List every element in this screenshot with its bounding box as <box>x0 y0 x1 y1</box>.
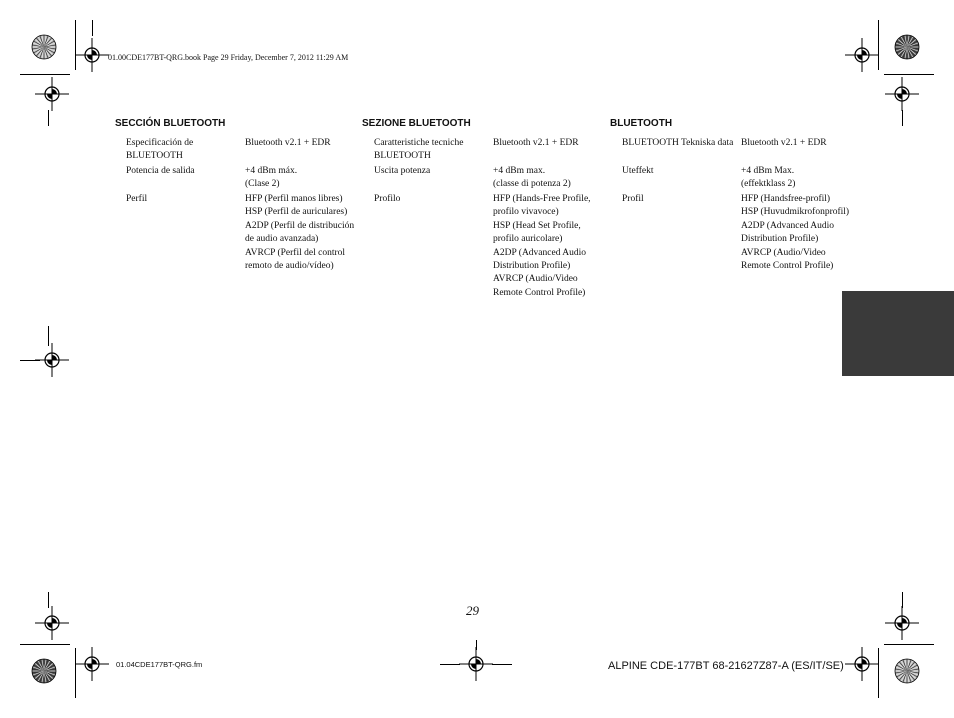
product-code: ALPINE CDE-177BT 68-21627Z87-A (ES/IT/SE) <box>608 660 844 672</box>
section-heading: BLUETOOTH <box>610 118 673 129</box>
file-slug-bottom: 01.04CDE177BT-QRG.fm <box>116 660 203 669</box>
crop-line <box>20 360 40 361</box>
crop-line <box>878 20 879 70</box>
spec-value-line: Bluetooth v2.1 + EDR <box>741 138 827 148</box>
side-tab <box>842 291 954 376</box>
color-target-icon <box>893 657 921 685</box>
spec-value-line: HSP (Huvudmikrofonprofil) <box>741 207 850 218</box>
spec-value-line: (Clase 2) <box>245 179 280 190</box>
spec-value-line: Bluetooth v2.1 + EDR <box>245 138 331 148</box>
registration-mark-icon <box>35 606 69 640</box>
crop-line <box>902 592 903 608</box>
spec-label: Perfil <box>126 194 148 204</box>
registration-mark-icon <box>35 77 69 111</box>
spec-label: BLUETOOTH Tekniska data <box>622 138 734 148</box>
crop-line <box>902 110 903 126</box>
crop-line <box>476 640 477 650</box>
registration-mark-icon <box>845 647 879 681</box>
crop-line <box>48 110 49 126</box>
crop-line <box>440 664 460 665</box>
spec-value-line: HFP (Perfil manos libres) <box>245 194 343 204</box>
spec-label: Especificación de BLUETOOTH <box>126 138 194 162</box>
crop-line <box>20 644 70 645</box>
spec-value-line: Bluetooth v2.1 + EDR <box>493 138 579 148</box>
file-slug-top: 01.00CDE177BT-QRG.book Page 29 Friday, December 7, 2012 11:29 AM <box>108 53 349 62</box>
registration-mark-icon <box>845 38 879 72</box>
spec-value <box>245 165 357 192</box>
spec-value <box>245 137 357 150</box>
crop-line <box>20 74 70 75</box>
crop-line <box>878 648 879 698</box>
spec-value-line: (classe di potenza 2) <box>493 179 571 190</box>
crop-line <box>75 20 76 70</box>
spec-value-line: A2DP (Advanced Audio Distribution Profile) <box>493 247 587 272</box>
spec-value-line: AVRCP (Audio/Video Remote Control Profile) <box>493 274 586 298</box>
crop-line <box>884 74 934 75</box>
registration-mark-icon <box>35 343 69 377</box>
color-target-icon <box>30 657 58 685</box>
spec-value-line: A2DP (Perfil de distribución de audio avanzada) <box>245 220 355 245</box>
spec-value-line: AVRCP (Perfil del control remoto de audio/vídeo) <box>245 247 346 272</box>
spec-value <box>493 137 605 150</box>
spec-value-line: +4 dBm max. <box>493 166 546 176</box>
spec-label: Caratteristiche tecniche BLUETOOTH <box>374 138 464 162</box>
color-target-icon <box>30 33 58 61</box>
spec-label: Potencia de salida <box>126 166 195 176</box>
registration-mark-icon <box>459 647 493 681</box>
registration-mark-icon <box>75 38 109 72</box>
registration-mark-icon <box>885 606 919 640</box>
crop-line <box>884 644 934 645</box>
spec-value-line: +4 dBm Max. <box>741 166 795 176</box>
crop-line <box>92 20 93 36</box>
spec-value-line: +4 dBm máx. <box>245 166 298 176</box>
spec-label: Uteffekt <box>622 166 654 176</box>
crop-line <box>75 648 76 698</box>
color-target-icon <box>893 33 921 61</box>
section-heading: SECCIÓN BLUETOOTH <box>115 118 226 129</box>
spec-value <box>741 193 853 273</box>
spec-value-line: AVRCP (Audio/Video Remote Control Profile) <box>741 247 834 272</box>
spec-value <box>245 193 357 273</box>
spec-value <box>493 165 605 192</box>
spec-label: Profilo <box>374 194 401 204</box>
registration-mark-icon <box>885 77 919 111</box>
spec-value-line: HFP (Handsfree-profil) <box>741 194 831 204</box>
registration-mark-icon <box>75 647 109 681</box>
page-number: 29 <box>466 603 479 618</box>
spec-value-line: HSP (Head Set Profile, profilo auricolare) <box>493 220 581 245</box>
crop-line <box>48 592 49 608</box>
spec-value <box>493 193 605 300</box>
spec-value-line: A2DP (Advanced Audio Distribution Profile) <box>741 220 835 245</box>
spec-value-line: HSP (Perfil de auriculares) <box>245 207 348 218</box>
spec-label: Uscita potenza <box>374 166 431 176</box>
spec-value-line: (effektklass 2) <box>741 179 796 190</box>
section-heading: SEZIONE BLUETOOTH <box>362 118 471 129</box>
spec-value <box>741 137 853 150</box>
crop-line <box>492 664 512 665</box>
spec-label: Profil <box>622 194 644 204</box>
spec-value <box>741 165 853 192</box>
spec-value-line: HFP (Hands-Free Profile, profilo vivavoce) <box>493 194 591 218</box>
crop-line <box>48 326 49 346</box>
